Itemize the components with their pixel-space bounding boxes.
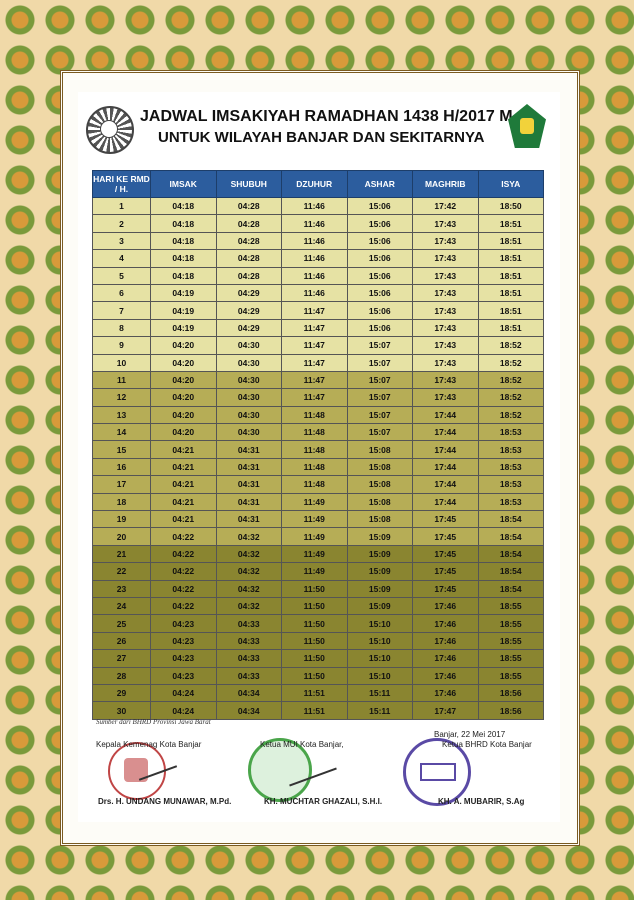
time-cell: 18:55 bbox=[478, 667, 544, 684]
column-header: MAGHRIB bbox=[413, 171, 479, 198]
table-row bbox=[93, 354, 544, 371]
time-cell: 11:50 bbox=[282, 580, 348, 597]
time-cell: 04:32 bbox=[216, 528, 282, 545]
time-cell: 04:32 bbox=[216, 563, 282, 580]
time-cell: 17:46 bbox=[413, 597, 479, 614]
time-cell: 04:19 bbox=[151, 302, 217, 319]
time-cell: 18:52 bbox=[478, 389, 544, 406]
time-cell: 11:51 bbox=[282, 684, 348, 701]
time-cell: 18:55 bbox=[478, 632, 544, 649]
time-cell: 04:29 bbox=[216, 302, 282, 319]
table-row bbox=[93, 580, 544, 597]
day-cell: 6 bbox=[93, 284, 151, 301]
day-cell: 29 bbox=[93, 684, 151, 701]
day-cell: 18 bbox=[93, 493, 151, 510]
table-row bbox=[93, 406, 544, 423]
day-cell: 20 bbox=[93, 528, 151, 545]
time-cell: 17:46 bbox=[413, 667, 479, 684]
time-cell: 17:43 bbox=[413, 284, 479, 301]
time-cell: 15:08 bbox=[347, 511, 413, 528]
time-cell: 17:43 bbox=[413, 337, 479, 354]
title-line-1: JADWAL IMSAKIYAH RAMADHAN 1438 H/2017 M bbox=[140, 108, 513, 125]
table-row bbox=[93, 198, 544, 215]
column-header: HARI KE RMD / H. bbox=[93, 171, 151, 198]
time-cell: 04:34 bbox=[216, 702, 282, 719]
signer-name: KH. A. MUBARIR, S.Ag bbox=[438, 797, 525, 806]
time-cell: 04:21 bbox=[151, 493, 217, 510]
table-row bbox=[93, 545, 544, 562]
signer-name: Drs. H. UNDANG MUNAWAR, M.Pd. bbox=[98, 797, 232, 806]
time-cell: 04:30 bbox=[216, 424, 282, 441]
time-cell: 17:44 bbox=[413, 406, 479, 423]
time-cell: 04:24 bbox=[151, 702, 217, 719]
time-cell: 18:50 bbox=[478, 198, 544, 215]
time-cell: 04:31 bbox=[216, 441, 282, 458]
time-cell: 04:28 bbox=[216, 267, 282, 284]
time-cell: 04:30 bbox=[216, 389, 282, 406]
column-header: DZUHUR bbox=[282, 171, 348, 198]
time-cell: 04:28 bbox=[216, 250, 282, 267]
day-cell: 15 bbox=[93, 441, 151, 458]
day-cell: 26 bbox=[93, 632, 151, 649]
table-row bbox=[93, 267, 544, 284]
time-cell: 18:53 bbox=[478, 441, 544, 458]
time-cell: 04:19 bbox=[151, 319, 217, 336]
time-cell: 15:09 bbox=[347, 597, 413, 614]
signer-name: KH. MUCHTAR GHAZALI, S.H.I. bbox=[264, 797, 383, 806]
time-cell: 04:31 bbox=[216, 511, 282, 528]
time-cell: 18:52 bbox=[478, 337, 544, 354]
time-cell: 15:06 bbox=[347, 250, 413, 267]
signer-title: Ketua MUI Kota Banjar, bbox=[260, 740, 344, 749]
time-cell: 17:44 bbox=[413, 493, 479, 510]
day-cell: 12 bbox=[93, 389, 151, 406]
sign-date: Banjar, 22 Mei 2017 bbox=[434, 730, 506, 739]
time-cell: 11:51 bbox=[282, 702, 348, 719]
time-cell: 18:55 bbox=[478, 615, 544, 632]
time-cell: 15:07 bbox=[347, 337, 413, 354]
time-cell: 04:31 bbox=[216, 476, 282, 493]
time-cell: 15:06 bbox=[347, 232, 413, 249]
time-cell: 17:46 bbox=[413, 684, 479, 701]
time-cell: 04:30 bbox=[216, 337, 282, 354]
table-row bbox=[93, 250, 544, 267]
table-header-row bbox=[93, 171, 544, 198]
time-cell: 11:47 bbox=[282, 319, 348, 336]
time-cell: 17:43 bbox=[413, 215, 479, 232]
time-cell: 11:47 bbox=[282, 371, 348, 388]
time-cell: 04:31 bbox=[216, 458, 282, 475]
column-header: SHUBUH bbox=[216, 171, 282, 198]
time-cell: 18:52 bbox=[478, 354, 544, 371]
title-line-2: UNTUK WILAYAH BANJAR DAN SEKITARNYA bbox=[158, 129, 485, 146]
time-cell: 15:10 bbox=[347, 632, 413, 649]
time-cell: 04:20 bbox=[151, 406, 217, 423]
time-cell: 17:44 bbox=[413, 458, 479, 475]
day-cell: 23 bbox=[93, 580, 151, 597]
time-cell: 04:22 bbox=[151, 545, 217, 562]
time-cell: 04:22 bbox=[151, 597, 217, 614]
time-cell: 15:10 bbox=[347, 615, 413, 632]
time-cell: 04:29 bbox=[216, 284, 282, 301]
table-row bbox=[93, 493, 544, 510]
table-row bbox=[93, 667, 544, 684]
table-row bbox=[93, 441, 544, 458]
time-cell: 04:34 bbox=[216, 684, 282, 701]
time-cell: 04:23 bbox=[151, 650, 217, 667]
time-cell: 17:46 bbox=[413, 615, 479, 632]
time-cell: 18:53 bbox=[478, 476, 544, 493]
table-row bbox=[93, 597, 544, 614]
time-cell: 18:52 bbox=[478, 371, 544, 388]
table-row bbox=[93, 563, 544, 580]
day-cell: 7 bbox=[93, 302, 151, 319]
time-cell: 11:49 bbox=[282, 545, 348, 562]
time-cell: 04:22 bbox=[151, 563, 217, 580]
table-row bbox=[93, 458, 544, 475]
time-cell: 18:51 bbox=[478, 215, 544, 232]
time-cell: 04:18 bbox=[151, 250, 217, 267]
time-cell: 04:22 bbox=[151, 528, 217, 545]
time-cell: 04:18 bbox=[151, 232, 217, 249]
time-cell: 15:09 bbox=[347, 545, 413, 562]
time-cell: 17:43 bbox=[413, 319, 479, 336]
time-cell: 04:23 bbox=[151, 615, 217, 632]
day-cell: 28 bbox=[93, 667, 151, 684]
table-row bbox=[93, 424, 544, 441]
time-cell: 11:47 bbox=[282, 354, 348, 371]
day-cell: 17 bbox=[93, 476, 151, 493]
time-cell: 11:46 bbox=[282, 198, 348, 215]
time-cell: 17:46 bbox=[413, 632, 479, 649]
time-cell: 11:48 bbox=[282, 476, 348, 493]
time-cell: 04:24 bbox=[151, 684, 217, 701]
day-cell: 5 bbox=[93, 267, 151, 284]
time-cell: 15:06 bbox=[347, 319, 413, 336]
time-cell: 04:29 bbox=[216, 319, 282, 336]
time-cell: 04:32 bbox=[216, 580, 282, 597]
time-cell: 04:33 bbox=[216, 650, 282, 667]
day-cell: 27 bbox=[93, 650, 151, 667]
time-cell: 15:10 bbox=[347, 667, 413, 684]
table-row bbox=[93, 319, 544, 336]
time-cell: 15:07 bbox=[347, 389, 413, 406]
time-cell: 11:49 bbox=[282, 493, 348, 510]
day-cell: 10 bbox=[93, 354, 151, 371]
time-cell: 15:06 bbox=[347, 198, 413, 215]
day-cell: 8 bbox=[93, 319, 151, 336]
time-cell: 04:30 bbox=[216, 354, 282, 371]
time-cell: 04:20 bbox=[151, 424, 217, 441]
time-cell: 15:08 bbox=[347, 458, 413, 475]
time-cell: 11:48 bbox=[282, 441, 348, 458]
time-cell: 15:09 bbox=[347, 528, 413, 545]
time-cell: 15:07 bbox=[347, 354, 413, 371]
time-cell: 18:51 bbox=[478, 267, 544, 284]
table-row bbox=[93, 215, 544, 232]
table-row bbox=[93, 337, 544, 354]
schedule-sheet bbox=[78, 92, 560, 822]
time-cell: 11:48 bbox=[282, 458, 348, 475]
time-cell: 17:44 bbox=[413, 476, 479, 493]
time-cell: 04:32 bbox=[216, 545, 282, 562]
time-cell: 18:56 bbox=[478, 702, 544, 719]
time-cell: 18:53 bbox=[478, 424, 544, 441]
header bbox=[78, 92, 560, 162]
day-cell: 22 bbox=[93, 563, 151, 580]
time-cell: 11:50 bbox=[282, 632, 348, 649]
table-row bbox=[93, 232, 544, 249]
time-cell: 11:50 bbox=[282, 667, 348, 684]
time-cell: 04:21 bbox=[151, 511, 217, 528]
time-cell: 04:21 bbox=[151, 458, 217, 475]
table-row bbox=[93, 371, 544, 388]
column-header: IMSAK bbox=[151, 171, 217, 198]
time-cell: 04:30 bbox=[216, 406, 282, 423]
time-cell: 15:10 bbox=[347, 650, 413, 667]
time-cell: 17:43 bbox=[413, 250, 479, 267]
time-cell: 04:20 bbox=[151, 337, 217, 354]
table-row bbox=[93, 528, 544, 545]
time-cell: 11:47 bbox=[282, 337, 348, 354]
table-row bbox=[93, 632, 544, 649]
day-cell: 14 bbox=[93, 424, 151, 441]
time-cell: 15:11 bbox=[347, 702, 413, 719]
day-cell: 3 bbox=[93, 232, 151, 249]
time-cell: 15:06 bbox=[347, 302, 413, 319]
table-row bbox=[93, 650, 544, 667]
time-cell: 11:50 bbox=[282, 597, 348, 614]
time-cell: 04:33 bbox=[216, 667, 282, 684]
time-cell: 18:54 bbox=[478, 580, 544, 597]
time-cell: 04:19 bbox=[151, 284, 217, 301]
time-cell: 15:07 bbox=[347, 371, 413, 388]
day-cell: 1 bbox=[93, 198, 151, 215]
time-cell: 17:43 bbox=[413, 371, 479, 388]
time-cell: 15:09 bbox=[347, 563, 413, 580]
table-row bbox=[93, 511, 544, 528]
time-cell: 17:43 bbox=[413, 267, 479, 284]
column-header: ISYA bbox=[478, 171, 544, 198]
time-cell: 17:43 bbox=[413, 302, 479, 319]
time-cell: 18:51 bbox=[478, 319, 544, 336]
time-cell: 17:43 bbox=[413, 232, 479, 249]
time-cell: 04:30 bbox=[216, 371, 282, 388]
time-cell: 17:43 bbox=[413, 389, 479, 406]
time-cell: 15:08 bbox=[347, 476, 413, 493]
time-cell: 11:46 bbox=[282, 267, 348, 284]
time-cell: 18:51 bbox=[478, 250, 544, 267]
time-cell: 04:31 bbox=[216, 493, 282, 510]
day-cell: 4 bbox=[93, 250, 151, 267]
time-cell: 17:43 bbox=[413, 354, 479, 371]
time-cell: 15:09 bbox=[347, 580, 413, 597]
time-cell: 04:20 bbox=[151, 371, 217, 388]
table-body bbox=[93, 198, 544, 720]
time-cell: 18:51 bbox=[478, 232, 544, 249]
time-cell: 04:18 bbox=[151, 198, 217, 215]
day-cell: 24 bbox=[93, 597, 151, 614]
time-cell: 11:46 bbox=[282, 215, 348, 232]
time-cell: 17:45 bbox=[413, 528, 479, 545]
time-cell: 17:44 bbox=[413, 424, 479, 441]
time-cell: 15:08 bbox=[347, 441, 413, 458]
time-cell: 15:08 bbox=[347, 493, 413, 510]
time-cell: 11:46 bbox=[282, 250, 348, 267]
signer-title: Kepala Kemenag Kota Banjar bbox=[96, 740, 202, 749]
source-note: Sumber dari BHRD Provinsi Jawa Barat bbox=[96, 718, 211, 726]
time-cell: 18:55 bbox=[478, 650, 544, 667]
time-cell: 17:46 bbox=[413, 650, 479, 667]
time-cell: 17:47 bbox=[413, 702, 479, 719]
time-cell: 18:52 bbox=[478, 406, 544, 423]
time-cell: 18:56 bbox=[478, 684, 544, 701]
table-row bbox=[93, 284, 544, 301]
time-cell: 04:28 bbox=[216, 232, 282, 249]
time-cell: 11:50 bbox=[282, 650, 348, 667]
time-cell: 04:28 bbox=[216, 215, 282, 232]
time-cell: 18:53 bbox=[478, 493, 544, 510]
time-cell: 11:48 bbox=[282, 406, 348, 423]
time-cell: 04:23 bbox=[151, 667, 217, 684]
bhrd-logo-icon bbox=[86, 106, 134, 154]
time-cell: 04:21 bbox=[151, 441, 217, 458]
table-row bbox=[93, 702, 544, 719]
time-cell: 11:49 bbox=[282, 528, 348, 545]
table-row bbox=[93, 615, 544, 632]
time-cell: 11:48 bbox=[282, 424, 348, 441]
time-cell: 17:45 bbox=[413, 563, 479, 580]
table-row bbox=[93, 389, 544, 406]
time-cell: 15:07 bbox=[347, 424, 413, 441]
time-cell: 04:20 bbox=[151, 389, 217, 406]
time-cell: 17:42 bbox=[413, 198, 479, 215]
time-cell: 17:45 bbox=[413, 580, 479, 597]
time-cell: 11:49 bbox=[282, 563, 348, 580]
time-cell: 04:23 bbox=[151, 632, 217, 649]
day-cell: 19 bbox=[93, 511, 151, 528]
time-cell: 11:46 bbox=[282, 232, 348, 249]
day-cell: 30 bbox=[93, 702, 151, 719]
time-cell: 18:51 bbox=[478, 302, 544, 319]
time-cell: 18:55 bbox=[478, 597, 544, 614]
time-cell: 04:22 bbox=[151, 580, 217, 597]
time-cell: 18:54 bbox=[478, 511, 544, 528]
time-cell: 11:46 bbox=[282, 284, 348, 301]
time-cell: 11:49 bbox=[282, 511, 348, 528]
time-cell: 18:54 bbox=[478, 528, 544, 545]
day-cell: 21 bbox=[93, 545, 151, 562]
day-cell: 16 bbox=[93, 458, 151, 475]
day-cell: 11 bbox=[93, 371, 151, 388]
time-cell: 04:33 bbox=[216, 615, 282, 632]
table-row bbox=[93, 302, 544, 319]
day-cell: 2 bbox=[93, 215, 151, 232]
time-cell: 15:06 bbox=[347, 284, 413, 301]
time-cell: 15:11 bbox=[347, 684, 413, 701]
day-cell: 9 bbox=[93, 337, 151, 354]
day-cell: 25 bbox=[93, 615, 151, 632]
time-cell: 18:51 bbox=[478, 284, 544, 301]
time-cell: 18:54 bbox=[478, 563, 544, 580]
time-cell: 17:45 bbox=[413, 545, 479, 562]
time-cell: 11:50 bbox=[282, 615, 348, 632]
time-cell: 04:18 bbox=[151, 215, 217, 232]
time-cell: 04:33 bbox=[216, 632, 282, 649]
time-cell: 18:53 bbox=[478, 458, 544, 475]
table-row bbox=[93, 476, 544, 493]
time-cell: 04:28 bbox=[216, 198, 282, 215]
table-row bbox=[93, 684, 544, 701]
time-cell: 15:07 bbox=[347, 406, 413, 423]
signer-title: Ketua BHRD Kota Banjar bbox=[442, 740, 532, 749]
time-cell: 17:44 bbox=[413, 441, 479, 458]
time-cell: 04:18 bbox=[151, 267, 217, 284]
time-cell: 15:06 bbox=[347, 267, 413, 284]
column-header: ASHAR bbox=[347, 171, 413, 198]
time-cell: 04:21 bbox=[151, 476, 217, 493]
time-cell: 11:47 bbox=[282, 302, 348, 319]
time-cell: 15:06 bbox=[347, 215, 413, 232]
schedule-table bbox=[92, 170, 544, 720]
day-cell: 13 bbox=[93, 406, 151, 423]
kemenag-logo-icon bbox=[508, 104, 546, 148]
time-cell: 11:47 bbox=[282, 389, 348, 406]
time-cell: 04:32 bbox=[216, 597, 282, 614]
time-cell: 04:20 bbox=[151, 354, 217, 371]
time-cell: 17:45 bbox=[413, 511, 479, 528]
time-cell: 18:54 bbox=[478, 545, 544, 562]
